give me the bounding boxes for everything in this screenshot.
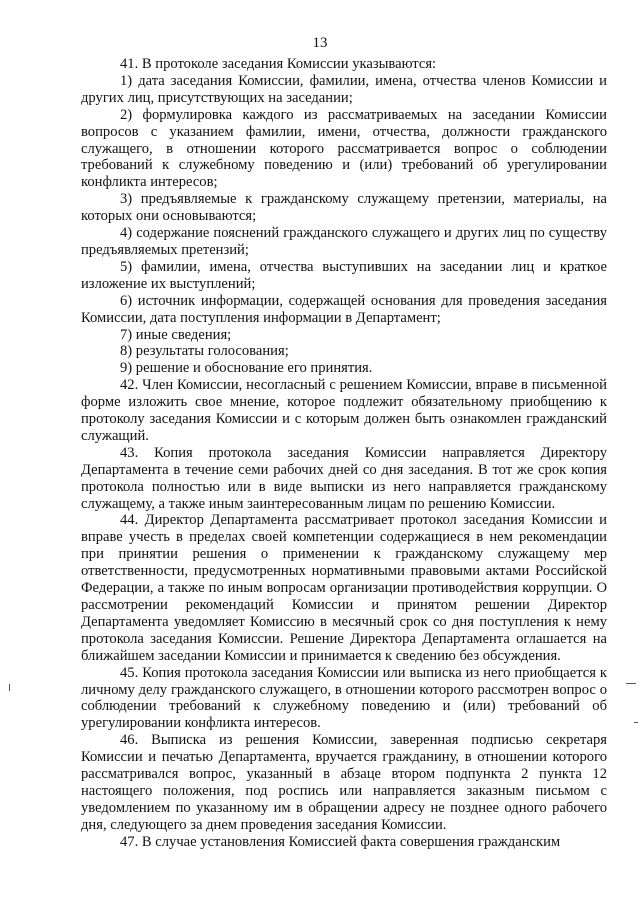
paragraph-43: 43. Копия протокола заседания Комиссии направляется Директору Департамента в течение семи рабочих дней со дня заседания. В тот же срок копия протокола полностью или в виде выписки из него направляется гражданскому служащему, а также иным заинтересованным лицам по решению Комиссии. — [81, 444, 607, 512]
scan-mark-right-2 — [634, 722, 638, 723]
list-item-3: 3) предъявляемые к гражданскому служащему претензии, материалы, на которых они основываются; — [81, 191, 607, 225]
page-number: 13 — [312, 35, 328, 51]
paragraph-44: 44. Директор Департамента рассматривает протокол заседания Комиссии и вправе учесть в пределах своей компетенции содержащиеся в нем рекомендации при принятии решения о применении к гражданскому служащему мер ответственности, предусмотренных нормативными правовыми актами Российской Федерации, а также по иным вопросам организации противодействия коррупции. О рассмотрении рекомендаций Комиссии и принятом решении Директор Департамента уведомляет Комиссию в месячный срок со дня поступления к нему протокола заседания Комиссии. Решение Директора Департамента оглашается на ближайшем заседании Комиссии и принимается к сведению без обсуждения. — [81, 512, 607, 664]
paragraph-42: 42. Член Комиссии, несогласный с решением Комиссии, вправе в письменной форме изложить свое мнение, которое подлежит обязательному приобщению к протоколу заседания Комиссии и с которым должен быть ознакомлен гражданский служащий. — [81, 377, 607, 444]
list-item-6: 6) источник информации, содержащей основания для проведения заседания Комиссии, дата поступления информации в Департамент; — [81, 292, 607, 326]
paragraph-46: 46. Выписка из решения Комиссии, заверенная подписью секретаря Комиссии и печатью Департамента, вручается гражданину, в отношении которого рассматривался вопрос, указанный в абзаце втором подпункта 2 пункта 12 настоящего положения, под роспись или направляется заказным письмом с уведомлением по указанному им в обращении адресу не позднее одного рабочего дня, следующего за днем проведения заседания Комиссии. — [81, 732, 607, 833]
scan-mark-left — [9, 684, 10, 691]
list-item-1: 1) дата заседания Комиссии, фамилии, имена, отчества членов Комиссии и других лиц, присутствующих на заседании; — [81, 72, 607, 106]
scan-mark-right — [626, 683, 636, 684]
list-item-7: 7) иные сведения; — [120, 326, 232, 343]
document-body — [81, 56, 607, 851]
paragraph-47: 47. В случае установления Комиссией факта совершения гражданским — [120, 833, 561, 850]
list-item-9: 9) решение и обоснование его принятия. — [120, 360, 373, 377]
paragraph-45: 45. Копия протокола заседания Комиссии или выписка из него приобщается к личному делу гражданского служащего, в отношении которого рассмотрен вопрос о соблюдении требований к служебному поведению и (или) требований об урегулировании конфликта интересов. — [81, 664, 607, 732]
paragraph-41: 41. В протоколе заседания Комиссии указываются: — [120, 56, 437, 72]
list-item-2: 2) формулировка каждого из рассматриваемых на заседании Комиссии вопросов с указанием фамилии, имени, отчества, должности гражданского служащего, в отношении которого рассматривается вопрос о соблюдении требований к служебному поведению и (или) требований об урегулировании конфликта интересов; — [81, 106, 607, 191]
list-item-5: 5) фамилии, имена, отчества выступивших на заседании лиц и краткое изложение их выступлений; — [81, 258, 607, 292]
list-item-8: 8) результаты голосования; — [120, 343, 289, 360]
list-item-4: 4) содержание пояснений гражданского служащего и других лиц по существу предъявляемых претензий; — [81, 225, 607, 258]
